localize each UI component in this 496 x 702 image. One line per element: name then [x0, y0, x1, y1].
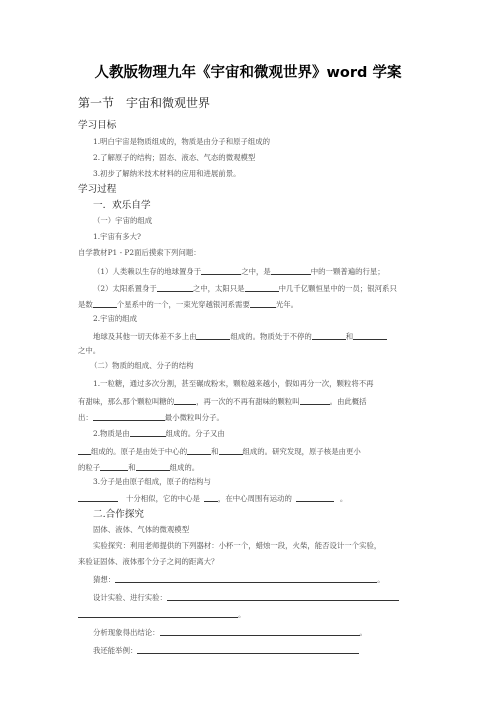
experiment-line-1: 实验探究：利用老师提供的下列器材：小杯一个，蜡烛一段，火柴，能否设计一个实验，: [93, 541, 382, 550]
part1-heading: 一．欢乐自学: [93, 200, 151, 211]
text: 是数: [78, 300, 93, 309]
process-heading: 学习过程: [78, 184, 117, 195]
text: 2.物质是由: [93, 429, 130, 438]
blank: [160, 627, 360, 636]
text: 中几千亿颗恒星中的一员；银河系只: [278, 284, 397, 293]
m2-line-3: [78, 462, 199, 471]
q2-heading: 2.宇宙的组成: [93, 314, 138, 323]
text: 组成的。: [169, 463, 200, 472]
text: 组成的。原子是由处于中心的: [91, 447, 188, 456]
blank: [78, 446, 91, 455]
blank: [204, 493, 218, 502]
text: 最小微粒叫分子。: [164, 413, 224, 422]
m1-line-2: [78, 396, 367, 405]
text: 组成的。分子又由: [165, 429, 225, 438]
experiment-line-2: 来验证固体、液体那个分子之间的距离大？: [78, 557, 219, 566]
text: 猜想：: [93, 575, 116, 584]
blank: [137, 645, 359, 654]
design-line-2: 。: [78, 609, 245, 618]
blank: [78, 609, 238, 618]
text: 。: [339, 494, 348, 503]
m1-line-1: 1.一粒糖，通过多次分割，甚至碾成粉末，颗粒越来越小，假如再分一次，颗粒将不再: [93, 379, 374, 388]
blank: [167, 592, 399, 601]
text: 。由此概括: [329, 397, 367, 406]
blank: [219, 446, 243, 455]
blank: [187, 446, 211, 455]
text: 和: [128, 463, 136, 472]
blank: [157, 283, 193, 292]
sub2-heading: （二）物质的组成、分子的结构: [90, 361, 194, 370]
m2-line-2: [78, 446, 361, 455]
blank: [174, 396, 196, 405]
goal-item-1: 1.明白宇宙是物质组成的，物质是由分子和原子组成的: [93, 137, 271, 146]
text: 我还能举例：: [93, 646, 138, 655]
cooperation-subheading: 固体、液体、气体的微观模型: [93, 525, 190, 534]
q1-line-3: [78, 299, 298, 308]
text: 组成的。研究发现，原子核是由更小: [242, 447, 361, 456]
text: 设计实验、进行实验：: [93, 593, 167, 602]
blank: [300, 396, 330, 405]
blank: [100, 462, 128, 471]
text: 地球及其他一切天体差不多上由: [93, 332, 197, 341]
text: ，再一次的不再有甜味的颗粒叫: [196, 397, 300, 406]
document-title: 人教版物理九年《宇宙和微观世界》word 学案: [94, 65, 402, 81]
blank: [271, 266, 311, 275]
q2-line-1: [93, 331, 387, 340]
q1-intro: 自学教材P1 - P2面后摸索下列问题：: [78, 248, 201, 257]
text: 组成的。物质处于不停的: [230, 332, 312, 341]
text: 十分相似，它的中心是: [126, 494, 200, 503]
section-heading: 第一节 宇宙和微观世界: [78, 96, 211, 110]
design-line: [93, 592, 399, 601]
q2-line-2: 之中。: [78, 346, 101, 355]
text: （2）太阳系置身于: [93, 284, 157, 293]
text: 出：: [78, 413, 93, 422]
text: 和: [345, 332, 354, 341]
q1-line-2: [93, 283, 397, 292]
text: 中的一颗普遍的行星；: [310, 267, 385, 276]
example-line: [93, 645, 359, 654]
blank: [296, 493, 334, 502]
text: 有甜味，那么那个颗粒叫糖的: [78, 397, 175, 406]
blank: [312, 331, 346, 340]
part2-heading: 二.合作探究: [93, 509, 145, 520]
blank: [250, 299, 276, 308]
text: 之中，是: [241, 267, 271, 276]
blank: [93, 299, 117, 308]
m1-line-3: [78, 412, 224, 421]
m3-line-2: [78, 493, 347, 502]
text: 光年。: [275, 300, 299, 309]
text: （1）人类赖以生存的地球置身于: [93, 267, 202, 276]
text: 的粒子: [78, 463, 101, 472]
m2-line-1: [93, 428, 225, 437]
blank: [78, 493, 118, 502]
blank: [353, 331, 387, 340]
text: 分析现象得出结论：: [93, 628, 160, 637]
text: 之中，太阳只是: [192, 284, 245, 293]
q1-heading: 1.宇宙有多大?: [93, 232, 141, 241]
blank: [115, 574, 377, 583]
analysis-line: 分析现象得出结论： 。: [93, 628, 367, 637]
text: 个星系中的一个，一束光穿越银河系需要: [116, 300, 250, 309]
blank: [130, 428, 166, 437]
blank: [136, 462, 170, 471]
m3-line-1: 3.分子是由原子组成，原子的结构与: [93, 477, 211, 486]
blank: [196, 331, 230, 340]
blank: [245, 283, 279, 292]
goal-item-2: 2.了解原子的结构；固态、液态、气态的微观模型: [93, 153, 256, 162]
text: ，在中心周围有运动的: [217, 494, 292, 503]
blank: [93, 412, 165, 421]
guess-line: 猜想： 。: [93, 575, 385, 584]
goals-heading: 学习目标: [78, 120, 117, 131]
goal-item-3: 3.初步了解纳米技术材料的应用和进展前景。: [93, 169, 241, 178]
text: 和: [211, 447, 219, 456]
q1-line-1: [93, 266, 385, 275]
blank: [201, 266, 241, 275]
sub1-heading: （一）宇宙的组成: [93, 216, 153, 225]
